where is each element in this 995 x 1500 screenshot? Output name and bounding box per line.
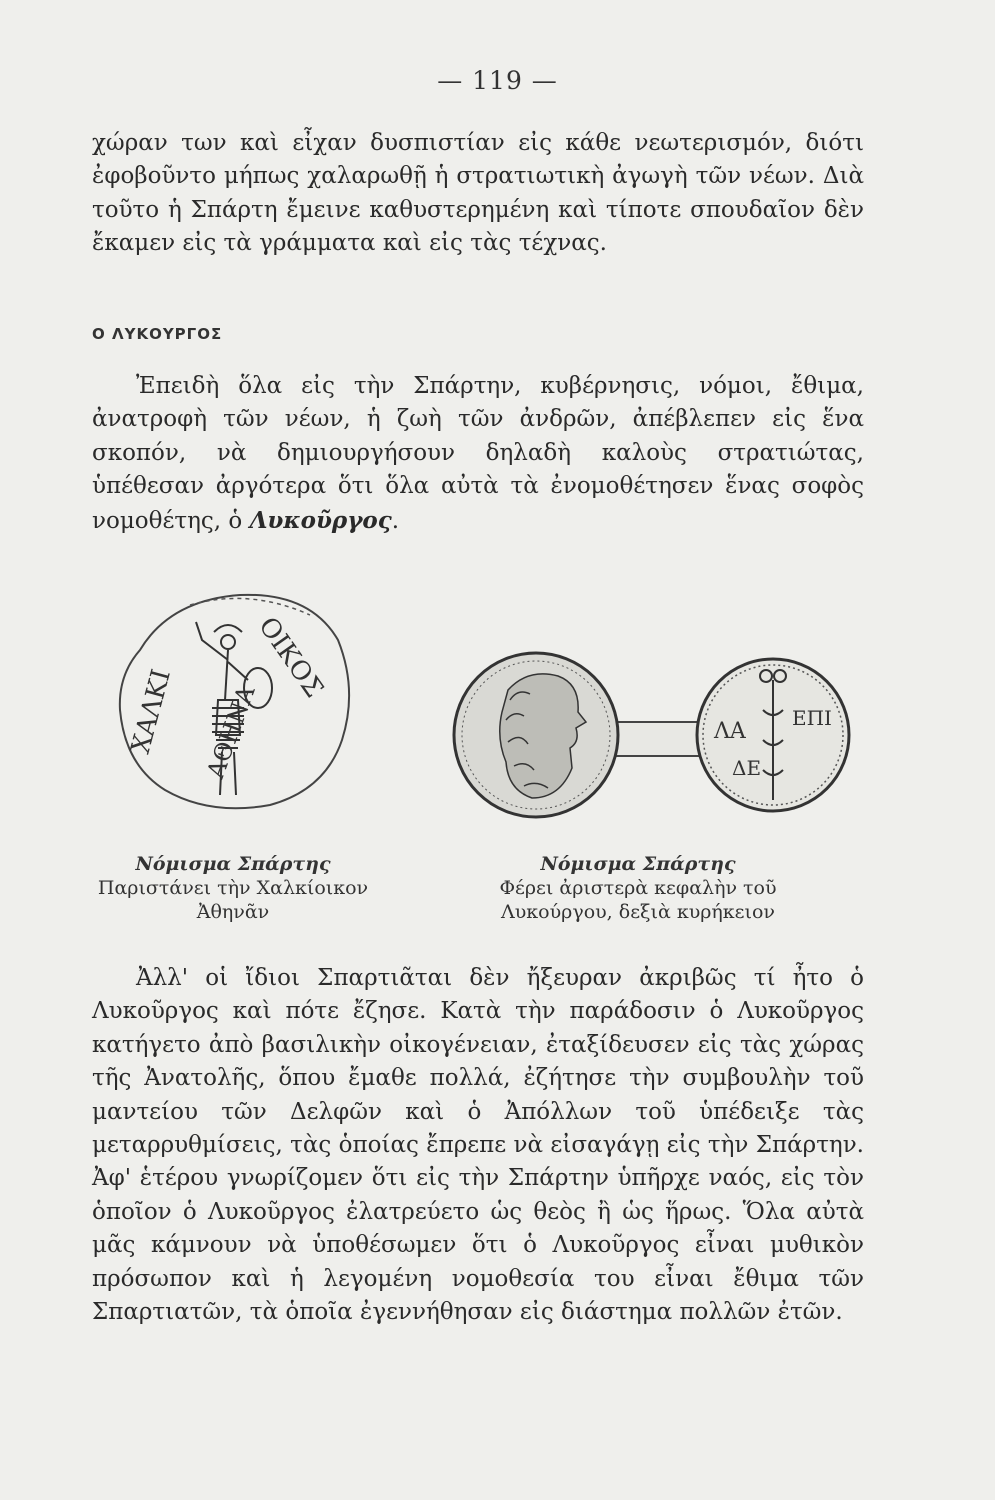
paragraph-tradition: Ἀλλ' οἱ ἴδιοι Σπαρτιᾶται δὲν ἤξευραν ἀκριβῶς τί ἦτο ὁ Λυκοῦργος καὶ πότε ἔζησε. Κατὰ τὴν παράδοσιν ὁ Λυκοῦργος κατήγετο ἀπὸ βασιλικὴν οἰκογένειαν, ἐταξίδευσεν εἰς τὰς χώρας τῆς Ἀνατολῆς, ὅπου ἔμαθε πολλά, ἐζήτησε τὴν συμβουλὴν τοῦ μαντείου τῶν Δελφῶν καὶ ὁ Ἀπόλλων τοῦ ὑπέδειξε τὰς μεταρρυθμίσεις, τὰς ὁποίας ἔπρεπε νὰ εἰσαγάγῃ εἰς τὴν Σπάρτην. Ἀφ' ἑτέρου γνωρίζομεν ὅτι εἰς τὴν Σπάρτην ὑπῆρχε ναός, εἰς τὸν ὁποῖον ὁ Λυκοῦργος ἐλατρεύετο ὡς θεὸς ἢ ὡς ἥρως. Ὅλα αὐτὰ μᾶς κάμνουν νὰ ὑποθέσωμεν ὅτι ὁ Λυκοῦργος εἶναι μυθικὸν πρόσωπον καὶ ἡ λεγομένη νομοθεσία του εἶναι ἔθιμα τῶν Σπαρτιατῶν, τὰ ὁποῖα ἐγεννήθησαν εἰς διάστημα πολλῶν ἐτῶν. bbox=[92, 965, 864, 1326]
paragraph-lycurgus-end: . bbox=[391, 507, 400, 534]
section-heading: Ο ΛΥΚΟΥΡΓΟΣ bbox=[92, 325, 223, 343]
coin-caduceus-text-bottom: ΔΕ bbox=[732, 756, 762, 780]
caption-left-title: Νόμισμα Σπάρτης bbox=[135, 853, 331, 875]
coin-caduceus-text-left: ΛΑ bbox=[714, 719, 746, 744]
caption-right-title: Νόμισμα Σπάρτης bbox=[540, 853, 736, 875]
paragraph-lycurgus-text: Ἐπειδὴ ὅλα εἰς τὴν Σπάρτην, κυβέρνησις, νόμοι, ἔθιμα, ἀνατροφὴ τῶν νέων, ἡ ζωὴ τῶν ἀνδρῶν, ἀπέβλεπεν εἰς ἕνα σκοπόν, νὰ δημιουργήσουν δηλαδὴ καλοὺς στρατιώτας, ὑπέθεσαν ἀργότερα ὅτι ὅλα αὐτὰ τὰ ἐνομοθέτησεν ἕνας σοφὸς νομοθέτης, ὁ bbox=[92, 373, 864, 534]
coin-athena-text-bottom: ΑΘΗΝΑ bbox=[201, 682, 261, 783]
page-number: — 119 — bbox=[437, 66, 558, 95]
caption-right bbox=[468, 852, 808, 924]
paragraph-lycurgus bbox=[92, 370, 864, 538]
coin-athena-image bbox=[110, 580, 360, 820]
lycurgus-name: Λυκοῦργος bbox=[249, 506, 392, 534]
coin-athena-text-left: ΧΑΛΚΙ bbox=[125, 666, 177, 757]
paragraph-intro: χώραν των καὶ εἶχαν δυσπιστίαν εἰς κάθε νεωτερισμόν, διότι ἐφοβοῦντο μήπως χαλαρωθῇ ἡ στρατιωτικὴ ἀγωγὴ τῶν νέων. Διὰ τοῦτο ἡ Σπάρτη ἔμεινε καθυστερημένη καὶ τίποτε σπουδαῖον δὲν ἔκαμεν εἰς τὰ γράμματα καὶ εἰς τὰς τέχνας. bbox=[92, 130, 864, 257]
coin-lycurgus-image bbox=[448, 650, 853, 825]
caption-right-text: Φέρει ἀριστερὰ κεφαλὴν τοῦ Λυκούργου, δεξιὰ κυρήκειον bbox=[499, 877, 777, 923]
coin-athena-text-right: ΟΙΚΟΣ bbox=[252, 611, 329, 704]
caption-left-text: Παριστάνει τὴν Χαλκίοικον Ἀθηνᾶν bbox=[97, 877, 369, 923]
coin-caduceus-text-right: ΕΠΙ bbox=[792, 706, 832, 730]
caption-left bbox=[88, 852, 378, 924]
